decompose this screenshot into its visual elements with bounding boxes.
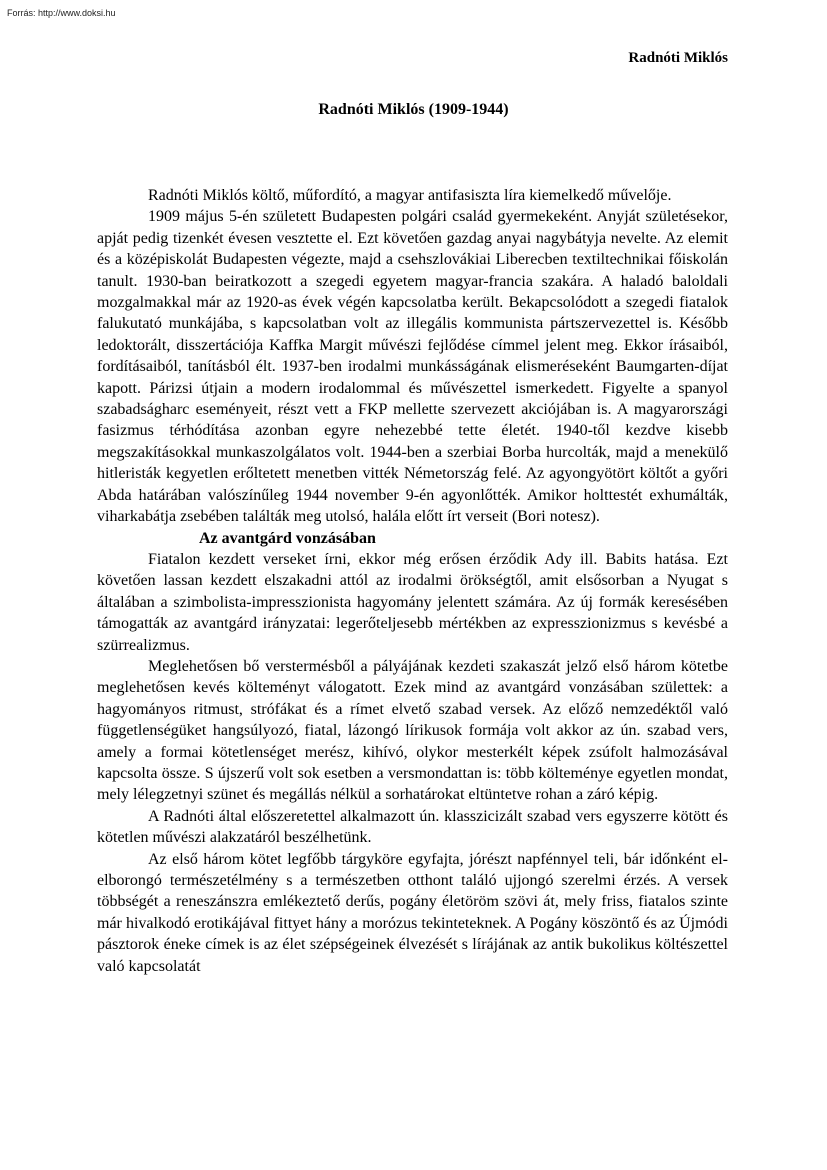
paragraph: Fiatalon kezdett verseket írni, ekkor még erősen érződik Ady ill. Babits hatása. Ezt követően lassan kezdett elszakadni attól az irodalmi örökségtől, amit elsősorban a Nyugat s általában a szimbolista-impresszionista hagyomány jelentett számára. Az új formák keresésében támogatták az avantgárd irányzatai: legerőteljesebb mértékben az expresszionizmus s kevésbé a szürrealizmus. bbox=[97, 550, 728, 654]
source-line: Forrás: http://www.doksi.hu bbox=[7, 8, 116, 18]
paragraph: Meglehetősen bő verstermésből a pályájának kezdeti szakaszát jelző első három kötetbe meglehetősen kevés költeményt válogatott. Ezek mind az avantgárd vonzásában születtek: a hagyományos ritmust, strófákat és a rímet elvető szabad versek. Az előző nemzedéktől való függetlenségüket hangsúlyozó, fiatal, lázongó lírikusok formája volt akkor az ún. szabad vers, amely a formai kötetlenséget merész, kihívó, olykor mesterkélt képek zsúfolt halmozásával kapcsolta össze. S újszerű volt sok esetben a versmondattan is: több költeménye egyetlen mondat, mely lélegzetnyi szünet és megállás nélkül a sorhatárokat eltüntetve rohan a záró képig. bbox=[97, 657, 728, 804]
paragraph: A Radnóti által előszeretettel alkalmazott ún. klasszicizált szabad vers egyszerre kötött és kötetlen művészi alakzatáról beszélhetünk. bbox=[97, 807, 728, 847]
page-title: Radnóti Miklós (1909-1944) bbox=[318, 101, 509, 118]
running-header: Radnóti Miklós bbox=[628, 50, 728, 66]
paragraph: Az első három kötet legfőbb tárgyköre egyfajta, jórészt napfénnyel teli, bár időnként el-elborongó természetélmény s a természetben otthont találó ujjongó szerelmi érzés. A versek többségét a reneszánszra emlékeztető derűs, pogány életöröm szövi át, mely friss, fiatalos szinte már hivalkodó erotikájával fittyet hány a morózus tekinteteknek. A Pogány köszöntő és az Újmódi pásztorok éneke címek is az élet szépségeinek élvezését s lírájának az antik bukolikus költészettel való kapcsolatát bbox=[97, 850, 728, 975]
paragraph: 1909 május 5-én született Budapesten polgári család gyermekeként. Anyját születésekor, apját pedig tizenkét évesen vesztette el. Ezt követően gazdag anyai nagybátyja nevelte. Az elemit és a középiskolát Budapesten végezte, majd a csehszlovákiai Liberecben textiltechnikai főiskolán tanult. 1930-ban beiratkozott a szegedi egyetem magyar-francia szakára. A haladó baloldali mozgalmakkal már az 1920-as évek végén kapcsolatba került. Bekapcsolódott a szegedi fiatalok falukutató munkájába, s kapcsolatban volt az illegális kommunista pártszervezettel is. Később ledoktorált, disszertációja Kaffka Margit művészi fejlődése címmel jelent meg. Ekkor írásaiból, fordításaiból, tanításból élt. 1937-ben irodalmi munkásságának elismeréseként Baumgarten-díjat kapott. Párizsi útjain a modern irodalommal és művészettel ismerkedett. Figyelte a spanyol szabadságharc eseményeit, részt vett a FKP mellette szervezett akciójában is. A magyarországi fasizmus térhódítása azonban egyre nehezebbé tette életét. 1940-től kezdve kisebb megszakításokkal munkaszolgálatos volt. 1944-ben a szerbiai Borba hurcolták, majd a menekülő hitleristák kegyetlen erőltetett menetben vitték Németország felé. Az agyongyötört költőt a győri Abda határában valószínűleg 1944 november 9-én agyonlőtték. Amikor holttestét exhumálták, viharkabátja zsebében találták meg utolsó, halála előtt írt verseit (Bori notesz). bbox=[97, 208, 728, 526]
paragraph: Radnóti Miklós költő, műfordító, a magyar antifasiszta líra kiemelkedő művelője. bbox=[148, 187, 672, 204]
section-heading: Az avantgárd vonzásában bbox=[199, 529, 376, 547]
document-body bbox=[97, 185, 728, 977]
